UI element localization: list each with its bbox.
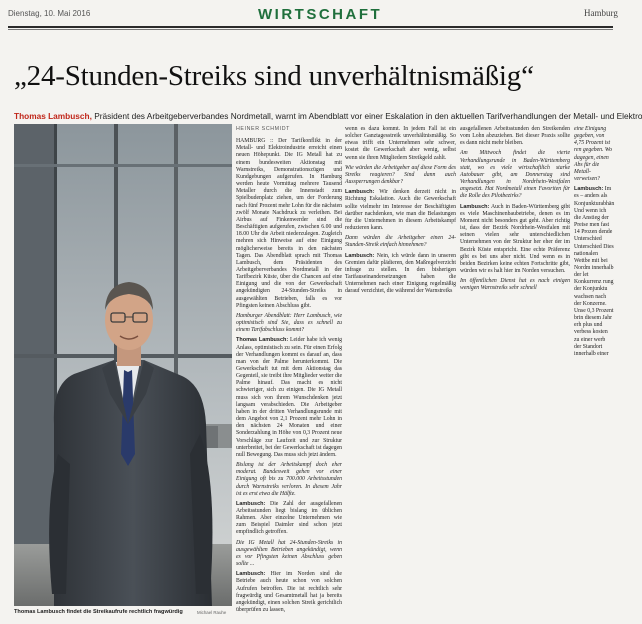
author-byline: HEINER SCHMIDT (236, 126, 291, 132)
paragraph-text: wenn es dazu kommt. In jedem Fall ist ein solcher Ganztagesstreik unverhältnismäßig. So etwas trifft ein Unternehmen sehr schwer, kostet die Gewerkschaft aber wenig, selbst wenn sie ihren Mitgliedern Streikgeld zahlt. (345, 126, 456, 161)
col2-paragraph (345, 189, 456, 232)
article-column-4 (574, 126, 615, 357)
portrait-photo (14, 124, 232, 606)
paragraph-text: eine Einigung gegeben, von 4,75 Prozent ist ren gegeben. Wo dagegen, einen Abs für die Metall- verweisen? (574, 126, 613, 183)
header-rule (8, 26, 613, 28)
page-header (0, 0, 618, 28)
col1-paragraph (236, 501, 342, 537)
col1-paragraph (236, 337, 342, 459)
paragraph-text: Im es – anders als Konjunkturabhän Und wenn ich die Anstieg der Preise men fast 14 Prozen dende Unterschied Unterschied Dies nationalen Wettbe mit bei Nordm innerhalb der let Konkurrenz rung der Konjunktu wachsen nach der Konzerne. Unse 0,3 Prozent brin diesem Jahr erh plus und verbess kosten zu einer werb der Standort innerhalb einer (574, 186, 615, 357)
col3-paragraph (460, 278, 570, 292)
col2-paragraph (345, 253, 456, 296)
paragraph-text: Hier im Norden sind die Betriebe auch heute schon von solchen Aufrufen betroffen. Die ist rechtlich sehr fragwürdig und Gesamtmetall hat ja bereits angekündigt, einen solchen Streik gerichtlich überprüfen zu lassen, (236, 571, 342, 613)
col1-paragraph (236, 462, 342, 498)
paragraph-text: Die IG Metall hat 24-Stunden-Streiks in ausgewählten Betrieben angekündigt, wenn es vor Pfingsten keinen Abschluss geben sollte ... (236, 539, 342, 568)
subline-text: Präsident des Arbeitgeberverbandes Nordmetall, warnt im Abendblatt vor einer Eskalation in den aktuellen Tarifverhandlungen der Metall- und Elektro (91, 111, 642, 121)
article-subline (14, 111, 642, 121)
col4-paragraph (574, 126, 614, 183)
section-title: WIRTSCHAFT (258, 6, 383, 23)
col1-paragraph (236, 540, 342, 569)
article-column-2 (345, 126, 456, 298)
paragraph-text: Bislang ist der Arbeitskampf doch eher moderat. Bundesweit gehen vor einer Einigung oft bis zu 700.000 Arbeitsstunden durch Warnstreiks verloren. In diesem Jahr ist es erst etwa die Hälfte. (236, 462, 342, 497)
newspaper-name: Hamburg (584, 8, 618, 18)
speaker-name: Lambusch: (345, 252, 375, 259)
paragraph-text: Die Zahl der ausgefallenen Arbeitsstunden liegt bislang im üblichen Rahmen. Aber einzelne Unternehmen wie zum Beispiel Daimler sind schon jetzt empfindlich getroffen. (236, 500, 342, 536)
paragraph-text: Am Mittwoch findet die vierte Verhandlungsrunde in Baden-Württemberg statt, wo es viele wirtschaftlich starke Autobauer gibt, am Donnerstag sind Verhandlungen in Nordrhein-Westfalen angesetzt. Hat Nordmetall einen Favoriten für die Rolle des Pilotbezirks? (460, 150, 570, 200)
column-1-body (236, 138, 342, 614)
paragraph-text: Im öffentlichen Dienst hat es nach einigen wenigen Warnstreiks sehr schnell (460, 278, 570, 292)
paragraph-text: Hamburger Abendblatt: Herr Lambusch, wie optimistisch sind Sie, dass es schnell zu einem Tarifabschluss kommt? (236, 312, 342, 334)
photo-credit: Michael Rauhe (197, 610, 227, 615)
speaker-name: Lambusch: (574, 186, 604, 193)
col2-paragraph (345, 165, 456, 186)
paragraph-text: Nein, ich würde dann in unseren Gremien dafür plädieren, den Maßregelverzicht infrage zu stellen. In den bisherigen Tarifauseinandersetzungen haben die Unternehmen nach einer Einigung regelmäßig darauf verzichtet, die während der Warnstreiks (345, 252, 456, 295)
subline-name: Thomas Lambusch, (14, 111, 92, 121)
col4-paragraph (574, 186, 614, 358)
speaker-name: Lambusch: (460, 203, 490, 210)
speaker-name: Thomas Lambusch: (236, 337, 289, 344)
col2-paragraph (345, 126, 456, 162)
col3-paragraph (460, 126, 570, 147)
paragraph-text: Wie würden die Arbeitgeber auf diese Form des Streiks reagieren? Sind dann auch Aussperrungen denkbar? (345, 164, 456, 186)
paragraph-text: HAMBURG :: Der Tarifkonflikt in der Metall- und Elektroindustrie erreicht einen neuen Höhepunkt. Die IG Metall hat zu einem bundesweiten Aktionstag mit Warnstreiks, Demonstrationszügen und Kundgebungen aufgerufen. In Hamburg werden heute Vormittag mehrere Tausend Metaller durch die Innenstadt zum Spielbudenplatz ziehen, um der Forderung nach fünf Prozent mehr Lohn für die nächsten zwölf Monate Nachdruck zu verleihen. Bei Airbus auf Finkenwerder sind die Beschäftigten aufgerufen, zwischen 6.00 und 18.00 Uhr die Arbeit niederzulegen. Zugleich mehren sich Hinweise auf eine Einigung möglicherweise bereits in den nächsten Tagen. Das Abendblatt sprach mit Thomas Lambusch, dem Präsidenten des Arbeitgeberverbandes Nordmetall in der Tarifbezirk Küste, über die Chancen auf eine Einigung und die von der Gewerkschaft angekündigten 24-Stunden-Streiks in ausgewählten Betrieben, falls es vor Pfingsten keinen Abschluss gibt. (236, 138, 342, 309)
paragraph-text: Wir denken derzeit nicht in Richtung Eskalation. Auch die Gewerkschaft sollte vielmehr im Interesse der Beschäftigten darüber nachdenken, wie man die Belastungen für die Unternehmen in diesem Arbeitskampf reduzieren kann. (345, 189, 456, 232)
col1-paragraph (236, 571, 342, 614)
article-headline: „24-Stunden-Streiks sind unverhältnismäßig“ (14, 60, 534, 92)
col2-paragraph (345, 235, 456, 249)
paragraph-text: Leider habe ich wenig Anlass, optimistisch zu sein. Für einen Erfolg der Verhandlungen kommt es darauf an, dass man von der Palme herunterkommt. Die Gewerkschaft tut mit dem Aktionstag das Gegenteil, sie treibt ihre Mitglieder weiter die Palme hinauf. Das macht es nicht schwieriger, sich zu einigen. Die IG Metall muss sich von ihrem Wunschdenken jetzt langsam verabschieden. Die Arbeitgeber haben in der dritten Verhandlungsrunde mit dem Angebot von 2,1 Prozent mehr Lohn in den nächsten 24 Monaten und einer Sonderzahlung in Höhe von 0,3 Prozent neue Vorschläge zur Laufzeit und zur Struktur unterbreitet, bei der Gewerkschaft ist dagegen null Bewegung. Das muss sich jetzt ändern. (236, 337, 343, 458)
speaker-name: Lambusch: (236, 571, 266, 578)
paragraph-text: Auch in Baden-Württemberg gibt es viele Maschinenbaubetriebe, denen es im Moment nicht besonders gut geht. Aber richtig ist, dass der Bezirk Nordrhein-Westfalen mit seinen vielen sehr unterschiedlichen Unternehmen von der Struktur her eher der im Bezirk Küste entspricht. Eine echte Präferenz gibt es bei uns aber nicht. Und wenn es in beiden Bezirken keine echten Fortschritte gibt, würden wir es halt hier im Norden versuchen. (460, 203, 570, 274)
article-photo (14, 124, 232, 606)
speaker-name: Lambusch: (345, 189, 375, 196)
article-column-1 (236, 126, 342, 617)
col1-paragraph (236, 313, 342, 334)
col3-paragraph (460, 204, 570, 276)
speaker-name: Lambusch: (236, 500, 266, 507)
paragraph-text: ausgefallenen Arbeitsstunden den Streikenden vom Lohn abzuziehen. Bei dieser Praxis sollte es dann nicht mehr bleiben. (460, 126, 570, 147)
article-column-3 (460, 126, 570, 295)
header-rule-thin (8, 29, 613, 30)
paragraph-text: Dann würden die Arbeitgeber einen 24-Stunden-Streik einfach hinnehmen? (345, 235, 456, 249)
issue-date: Dienstag, 10. Mai 2016 (8, 9, 91, 18)
col3-paragraph (460, 150, 570, 200)
photo-caption: Thomas Lambusch findet die Streikaufrufe rechtlich fragwürdig (14, 609, 183, 615)
col1-paragraph (236, 138, 342, 310)
